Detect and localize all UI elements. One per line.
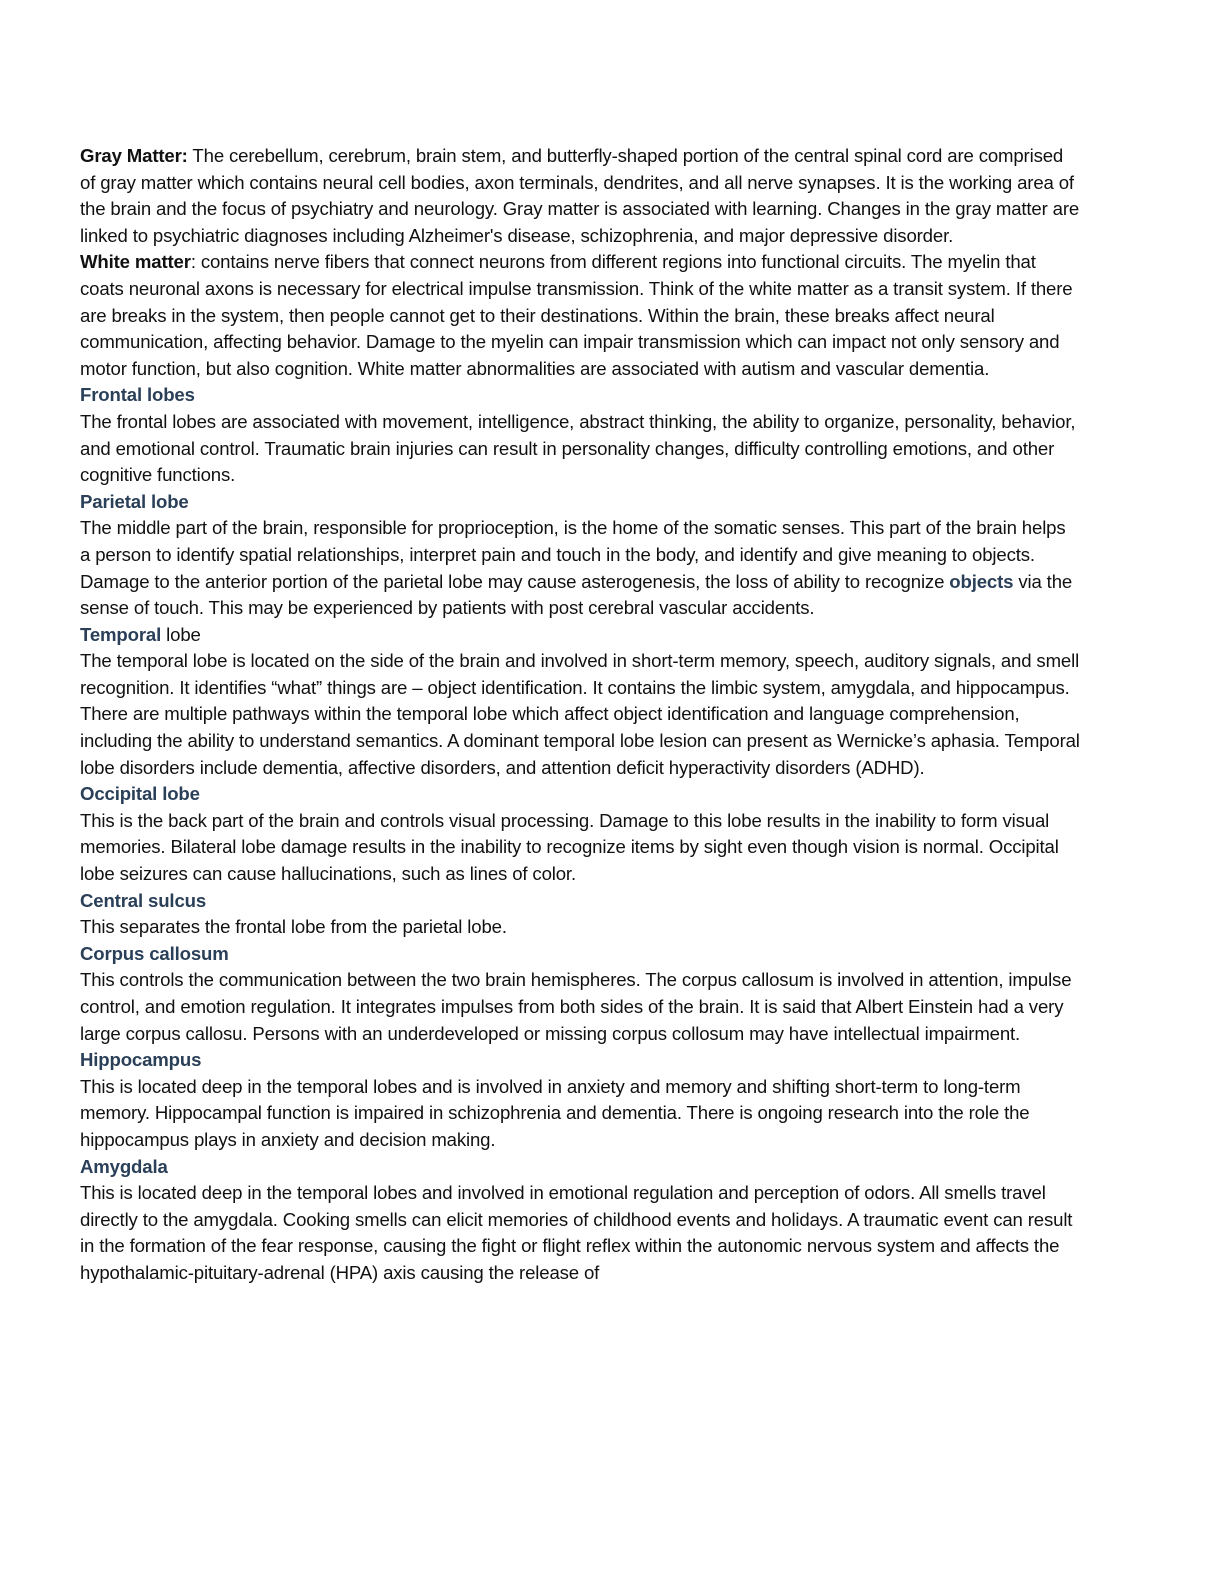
hippocampus-text: This is located deep in the temporal lobes and is involved in anxiety and memory and shifting short-term to long-term memory. Hippocampal function is impaired in schizophrenia and dementia. There is ongoing research into the role the hippocampus plays in anxiety and decision making. [80,1075,1030,1150]
hippocampus-heading: Hippocampus [80,1049,202,1071]
amygdala-text: This is located deep in the temporal lobes and involved in emotional regulation and perception of odors. All smells travel directly to the amygdala. Cooking smells can elicit memories of childhood events and holidays. A traumatic event can result in the formation of the fear response, causing the fight or flight reflex within the autonomic nervous system and affects the hypothalamic-pituitary-adrenal (HPA) axis causing the release of [80,1182,1073,1283]
temporal-lobe-heading [80,622,1080,649]
gray-matter-term: Gray Matter: [80,145,188,166]
frontal-lobes-heading: Frontal lobes [80,384,195,406]
corpus-callosum-text: This controls the communication between the two brain hemispheres. The corpus callosum is involved in attention, impulse control, and emotion regulation. It integrates impulses from both sides of the brain. It is said that Albert Einstein had a very large corpus callosu. Persons with an underdeveloped or missing corpus collosum may have intellectual impairment. [80,969,1072,1044]
parietal-emphasis-objects: objects [949,570,1014,592]
parietal-lobe-paragraph [80,515,1080,621]
gray-matter-text: The cerebellum, cerebrum, brain stem, and butterfly-shaped portion of the central spinal cord are comprised of gray matter which contains neural cell bodies, axon terminals, dendrites, and all nerve synapses. It is the working area of the brain and the focus of psychiatry and neurology. Gray matter is associated with learning. Changes in the gray matter are linked to psychiatric diagnoses including Alzheimer's disease, schizophrenia, and major depressive disorder. [80,145,1080,246]
amygdala-heading: Amygdala [80,1155,168,1177]
frontal-lobes-text: The frontal lobes are associated with movement, intelligence, abstract thinking, the ability to organize, personality, behavior, and emotional control. Traumatic brain injuries can result in personality changes, difficulty controlling emotions, and other cognitive functions. [80,410,1076,486]
gray-matter-paragraph [80,143,1080,249]
parietal-text-after: via the sense of touch. This may be experienced by patients with post cerebral vascular accidents. [80,570,1073,619]
white-matter-term: White matter [80,251,191,273]
document-page [80,143,1080,1287]
occipital-lobe-text: This is the back part of the brain and controls visual processing. Damage to this lobe results in the inability to form visual memories. Bilateral lobe damage results in the inability to recognize items by sight even though vision is normal. Occipital lobe seizures can cause hallucinations, such as lines of color. [80,809,1059,885]
temporal-lobe-text: The temporal lobe is located on the side of the brain and involved in short-term memory, speech, auditory signals, and smell recognition. It identifies “what” things are – object identification. It contains the limbic system, amygdala, and hippocampus. There are multiple pathways within the temporal lobe which affect object identification and language comprehension, including the ability to understand semantics. A dominant temporal lobe lesion can present as Wernicke’s aphasia. Temporal lobe disorders include dementia, affective disorders, and attention deficit hyperactivity disorders (ADHD). [80,650,1080,778]
parietal-lobe-heading: Parietal lobe [80,490,189,512]
parietal-text-before: The middle part of the brain, responsible for proprioception, is the home of the somatic senses. This part of the brain helps a person to identify spatial relationships, interpret pain and touch in the body, and identify and give meaning to objects. Damage to the anterior portion of the parietal lobe may cause asterogenesis, the loss of ability to recognize [80,517,1066,592]
corpus-callosum-heading: Corpus callosum [80,942,229,964]
central-sulcus-heading: Central sulcus [80,889,207,911]
temporal-heading-plain: lobe [161,623,201,645]
temporal-heading-bold: Temporal [80,623,162,645]
occipital-lobe-heading: Occipital lobe [80,783,200,805]
white-matter-text: : contains nerve fibers that connect neurons from different regions into functional circuits. The myelin that coats neuronal axons is necessary for electrical impulse transmission. Think of the white matter as a transit system. If there are breaks in the system, then people cannot get to their destinations. Within the brain, these breaks affect neural communication, affecting behavior. Damage to the myelin can impair transmission which can impact not only sensory and motor function, but also cognition. White matter abnormalities are associated with autism and vascular dementia. [80,251,1073,379]
central-sulcus-text: This separates the frontal lobe from the parietal lobe. [80,916,507,938]
white-matter-paragraph [80,249,1080,382]
